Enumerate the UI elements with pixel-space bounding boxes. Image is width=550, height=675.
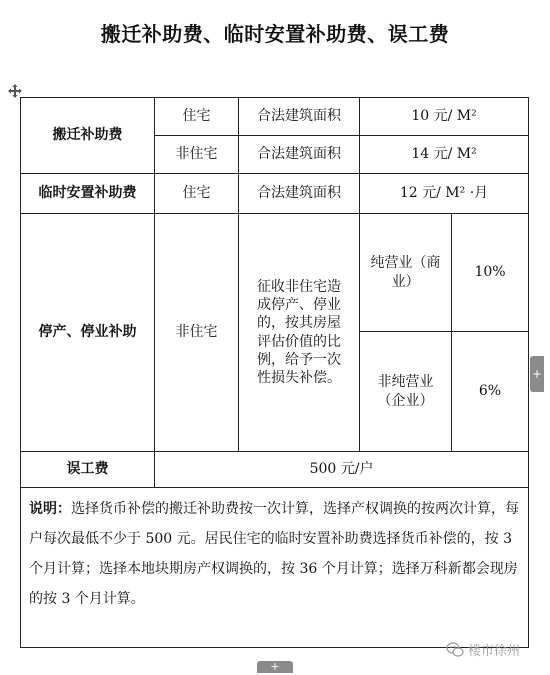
business-nonpure-commercial-type: 非纯营业 （企业） <box>360 332 452 452</box>
table-row <box>21 488 529 648</box>
relocation-nonresidential-type: 非住宅 <box>155 136 239 174</box>
business-label: 停产、停业补助 <box>21 214 155 452</box>
temporary-basis: 合法建筑面积 <box>239 174 360 214</box>
temporary-label: 临时安置补助费 <box>21 174 155 214</box>
fees-table <box>20 97 529 648</box>
note-text: 选择货币补偿的搬迁补助费按一次计算，选择产权调换的按两次计算，每户每次最低不少于 500 元。居民住宅的临时安置补助费选择货币补偿的，按 3 个月计算；选择本地块期房产权调换的，按 36 个月计算；选择万科新都会现房的按 3 个月计算。 <box>29 501 519 607</box>
relocation-nonresidential-rate: 14 元/ M² <box>360 136 529 174</box>
relocation-nonresidential-basis: 合法建筑面积 <box>239 136 360 174</box>
note-label: 说明： <box>29 501 71 517</box>
add-column-handle[interactable]: + <box>530 356 544 392</box>
add-row-handle[interactable]: + <box>257 661 293 673</box>
table-row <box>21 174 529 214</box>
relocation-label: 搬迁补助费 <box>21 98 155 174</box>
table-row <box>21 214 529 332</box>
business-type: 非住宅 <box>155 214 239 452</box>
watermark-text: 楼市徐州 <box>468 644 521 659</box>
work-rate: 500 元/户 <box>155 452 529 488</box>
business-nonpure-commercial-rate: 6% <box>452 332 529 452</box>
relocation-residential-rate: 10 元/ M² <box>360 98 529 136</box>
work-label: 误工费 <box>21 452 155 488</box>
relocation-residential-type: 住宅 <box>155 98 239 136</box>
page-title: 搬迁补助费、临时安置补助费、误工费 <box>100 22 450 46</box>
relocation-residential-basis: 合法建筑面积 <box>239 98 360 136</box>
temporary-type: 住宅 <box>155 174 239 214</box>
table-row <box>21 452 529 488</box>
temporary-rate: 12 元/ M² ·月 <box>360 174 529 214</box>
wechat-icon <box>446 642 464 658</box>
business-pure-commercial-type: 纯营业（商 业） <box>360 214 452 332</box>
table-move-handle-icon[interactable] <box>8 84 22 98</box>
business-pure-commercial-rate: 10% <box>452 214 529 332</box>
business-description: 征收非住宅造 成停产、停业 的，按其房屋 评估价值的比 例，给予一次 性损失补偿。 <box>239 214 360 452</box>
watermark <box>446 640 520 659</box>
note-cell <box>21 488 529 648</box>
table-row <box>21 98 529 136</box>
